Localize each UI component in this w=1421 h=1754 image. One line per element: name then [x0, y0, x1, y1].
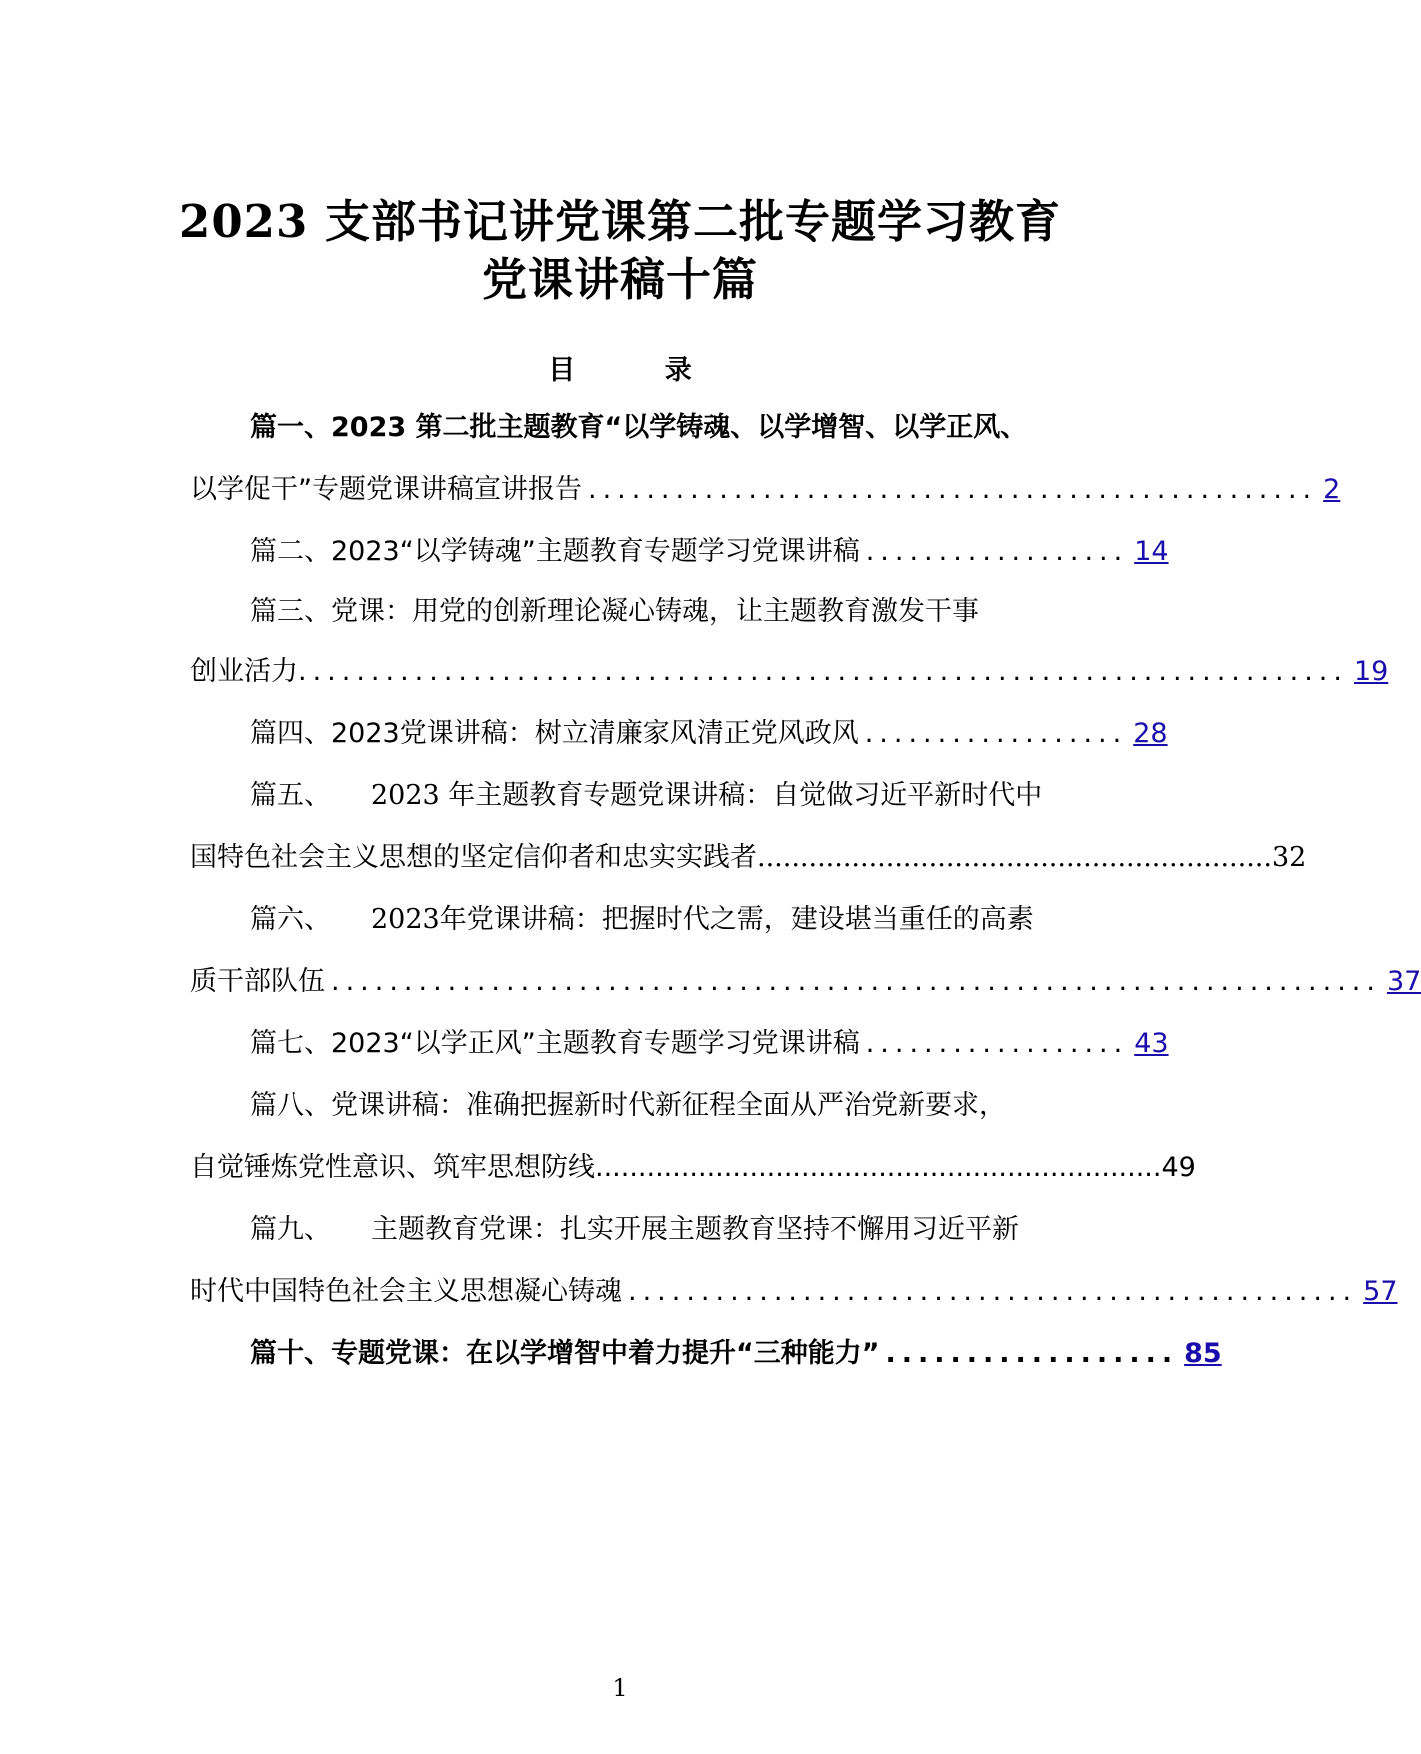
toc-entry-9-prefix: 篇九、 [250, 1214, 331, 1245]
toc-entry-10-text: 专题党课：在以学增智中着力提升“三种能力” [331, 1338, 880, 1369]
toc-heading: 目 录 [548, 355, 732, 386]
toc-leader-dots: .................. [885, 1338, 1179, 1369]
toc-entry-2-page-link[interactable]: 14 [1134, 536, 1169, 567]
toc-entry-3-page-link[interactable]: 19 [1353, 656, 1389, 687]
toc-entry-7-text: 篇七、2023“以学正风”主题教育专题学习党课讲稿 [250, 1028, 860, 1059]
toc-entry-6[interactable] [190, 962, 1421, 1002]
toc-leader-dots: .................................................................. [595, 1152, 1162, 1183]
toc-entry-7[interactable] [250, 1024, 1169, 1064]
toc-entry-2[interactable] [250, 532, 1169, 572]
toc-leader-dots: ........................................................................ [331, 966, 1381, 997]
toc-entry-2-text: 2023“以学铸魂”主题教育专题学习党课讲稿 [331, 536, 860, 567]
toc-entry-3[interactable] [190, 652, 1389, 692]
toc-entry-10[interactable] [250, 1334, 1222, 1374]
toc-entry-10-prefix: 篇十、 [250, 1338, 331, 1369]
toc-entry-8-line-1: 篇八、党课讲稿：准确把握新时代新征程全面从严治党新要求， [250, 1090, 1006, 1121]
toc-leader-dots: .................. [865, 536, 1129, 567]
toc-entry-3-line-2: 创业活力 [190, 656, 298, 687]
toc-entry-9-line-1 [250, 1210, 1050, 1250]
toc-entry-3-line-1: 篇三、党课：用党的创新理论凝心铸魂，让主题教育激发干事 [250, 596, 979, 627]
toc-leader-dots: ............................................................ [757, 842, 1272, 873]
toc-entry-6-page-link[interactable]: 37 [1386, 966, 1421, 997]
toc-entry-7-page-link[interactable]: 43 [1134, 1028, 1169, 1059]
toc-entry-5-prefix: 篇五、 [250, 780, 331, 811]
toc-entry-6-line-1-text: 2023年党课讲稿：把握时代之需，建设堪当重任的高素 [371, 904, 1034, 935]
toc-entry-9-line-1-text: 主题教育党课：扎实开展主题教育坚持不懈用习近平新 [371, 1214, 1019, 1245]
toc-entry-5-line-2: 国特色社会主义思想的坚定信仰者和忠实实践者 [190, 842, 757, 873]
toc-leader-dots: .................................................. [588, 474, 1318, 505]
toc-entry-1-page-link[interactable]: 2 [1323, 474, 1341, 505]
toc-entry-2-prefix: 篇二、 [250, 536, 331, 567]
toc-entry-5[interactable] [190, 838, 1307, 878]
document-title-line-1: 2023 支部书记讲党课第二批专题学习教育 [179, 195, 1061, 248]
toc-entry-1-line-2: 以学促干”专题党课讲稿宣讲报告 [190, 474, 582, 505]
toc-entry-9[interactable] [190, 1272, 1398, 1312]
toc-entry-4-page-link[interactable]: 28 [1133, 718, 1168, 749]
toc-entry-4-text: 篇四、2023党课讲稿：树立清廉家风清正党风政风 [250, 718, 859, 749]
toc-entry-8[interactable] [190, 1148, 1196, 1188]
toc-entry-4[interactable] [250, 714, 1168, 754]
toc-leader-dots: .................. [864, 718, 1128, 749]
toc-entry-9-page-link[interactable]: 57 [1363, 1276, 1398, 1307]
document-title-line-2: 党课讲稿十篇 [481, 253, 758, 306]
toc-leader-dots: .................. [865, 1028, 1129, 1059]
toc-leader-dots: .................................................. [628, 1276, 1358, 1307]
toc-entry-5-line-1-text: 2023 年主题教育专题党课讲稿：自觉做习近平新时代中 [371, 780, 1043, 811]
toc-entry-5-line-1 [250, 776, 1050, 816]
toc-entry-8-line-2: 自觉锤炼党性意识、筑牢思想防线 [190, 1152, 595, 1183]
toc-entry-1[interactable] [190, 470, 1341, 510]
toc-entry-5-page[interactable]: 32 [1271, 842, 1307, 873]
toc-entry-1-line-1: 篇一、2023 第二批主题教育“以学铸魂、以学增智、以学正风、 [250, 412, 1028, 443]
toc-entry-6-line-1 [250, 900, 1050, 940]
toc-entry-8-page[interactable]: 49 [1161, 1152, 1196, 1183]
page-number: 1 [612, 1674, 628, 1702]
toc-entry-6-prefix: 篇六、 [250, 904, 331, 935]
toc-leader-dots: ........................................................................ [298, 656, 1348, 687]
toc-entry-10-page-link[interactable]: 85 [1184, 1338, 1222, 1369]
toc-entry-6-line-2: 质干部队伍 [190, 966, 325, 997]
toc-entry-9-line-2: 时代中国特色社会主义思想凝心铸魂 [190, 1276, 622, 1307]
